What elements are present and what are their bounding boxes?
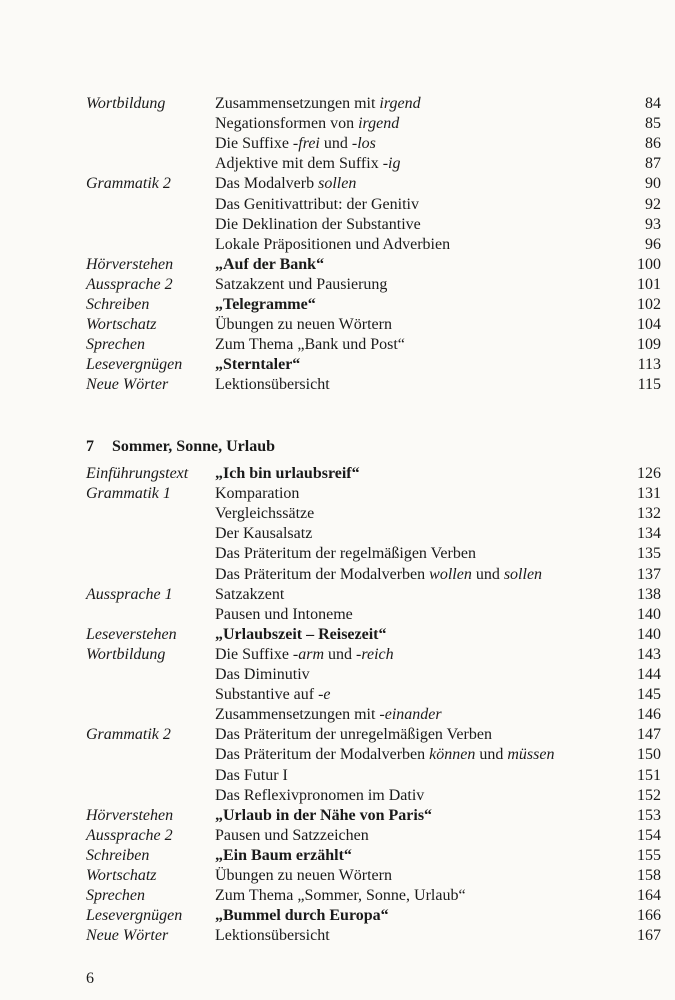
toc-entry-category: Leseverstehen bbox=[86, 625, 177, 643]
toc-entry bbox=[0, 705, 675, 725]
toc-entry-category: Neue Wörter bbox=[86, 376, 169, 394]
toc-entry-category: Grammatik 2 bbox=[86, 726, 171, 744]
toc-entry-page: 90 bbox=[645, 175, 661, 193]
toc-entry-page: 167 bbox=[637, 927, 661, 945]
toc-entry-title: Zusammensetzungen mit -einander bbox=[215, 706, 442, 724]
toc-entry-category: Lesevergnügen bbox=[86, 356, 183, 374]
toc-entry-title: „Bummel durch Europa“ bbox=[215, 907, 389, 925]
toc-entry-title: Pausen und Satzzeichen bbox=[215, 826, 369, 844]
toc-entry-page: 86 bbox=[645, 135, 661, 153]
toc-entry-title: Komparation bbox=[215, 485, 300, 503]
toc-entry-title: Lokale Präpositionen und Adverbien bbox=[215, 235, 451, 253]
toc-entry-title: „Urlaub in der Nähe von Paris“ bbox=[215, 806, 433, 824]
toc-entry-title: Die Suffixe -arm und -reich bbox=[215, 645, 394, 663]
toc-entry-category: Grammatik 1 bbox=[86, 485, 171, 503]
toc-entry-title: Die Deklination der Substantive bbox=[215, 215, 421, 233]
toc-entry bbox=[0, 886, 675, 906]
toc-entry-title: „Ein Baum erzählt“ bbox=[215, 846, 352, 864]
toc-entry bbox=[0, 585, 675, 605]
toc-entry bbox=[0, 275, 675, 295]
toc-entry-title: „Telegramme“ bbox=[215, 296, 316, 313]
toc-entry-page: 155 bbox=[637, 846, 661, 864]
toc-entry bbox=[0, 134, 675, 154]
toc-entry-page: 92 bbox=[645, 195, 661, 213]
toc-entry bbox=[0, 866, 675, 886]
toc-entry bbox=[0, 255, 675, 275]
toc-entry-title: Pausen und Intoneme bbox=[215, 605, 353, 623]
toc-entry-page: 126 bbox=[637, 465, 661, 482]
toc-entry bbox=[0, 335, 675, 355]
toc-entry-page: 100 bbox=[637, 255, 661, 273]
toc-entry-category: Wortbildung bbox=[86, 645, 166, 663]
toc-entry-title: Zum Thema „Sommer, Sonne, Urlaub“ bbox=[215, 887, 466, 905]
toc-entry-title: Satzakzent und Pausierung bbox=[215, 275, 388, 293]
toc-entry-page: 151 bbox=[637, 766, 661, 784]
toc-entry-category: Einführungstext bbox=[86, 465, 189, 482]
toc-entry bbox=[0, 195, 675, 215]
toc-entry-page: 104 bbox=[637, 316, 661, 334]
toc-entry-page: 166 bbox=[637, 907, 661, 925]
toc-entry-category: Aussprache 2 bbox=[86, 275, 173, 293]
toc-entry-title: „Ich bin urlaubsreif“ bbox=[215, 465, 360, 482]
toc-entry-title: Das Reflexivpronomen im Dativ bbox=[215, 786, 425, 804]
chapter-heading bbox=[86, 438, 275, 456]
toc-entry-title: Das Modalverb sollen bbox=[215, 175, 357, 193]
toc-entry-title: „Sterntaler“ bbox=[215, 356, 301, 374]
toc-entry-page: 96 bbox=[645, 235, 661, 253]
toc-entry-page: 135 bbox=[637, 545, 661, 563]
toc-entry-category: Sprechen bbox=[86, 336, 145, 354]
toc-entry-page: 137 bbox=[637, 565, 661, 583]
toc-entry-page: 153 bbox=[637, 806, 661, 824]
toc-entry bbox=[0, 295, 675, 315]
toc-entry bbox=[0, 375, 675, 395]
toc-entry bbox=[0, 806, 675, 826]
toc-entry-page: 147 bbox=[637, 726, 661, 744]
toc-entry-title: Das Präteritum der Modalverben wollen und sollen bbox=[215, 565, 543, 583]
toc-entry-page: 109 bbox=[637, 336, 661, 354]
toc-entry bbox=[0, 315, 675, 335]
toc-entry bbox=[0, 544, 675, 564]
toc-entry-page: 134 bbox=[637, 525, 661, 543]
toc-entry-category: Neue Wörter bbox=[86, 927, 169, 945]
toc-entry-page: 146 bbox=[637, 706, 661, 724]
toc-entry-title: Das Präteritum der regelmäßigen Verben bbox=[215, 545, 476, 563]
toc-entry-title: Das Diminutiv bbox=[215, 666, 310, 683]
toc-entry-page: 115 bbox=[637, 376, 661, 394]
toc-entry-category: Sprechen bbox=[86, 887, 145, 905]
toc-entry bbox=[0, 786, 675, 806]
toc-entry-page: 158 bbox=[637, 867, 661, 884]
toc-entry-page: 164 bbox=[637, 887, 661, 905]
toc-entry-page: 144 bbox=[637, 666, 661, 683]
toc-entry-title: Satzakzent bbox=[215, 585, 285, 603]
toc-entry-category: Lesevergnügen bbox=[86, 907, 183, 925]
toc-entry-title: Lektionsübersicht bbox=[215, 927, 330, 945]
toc-entry-title: Negationsformen von irgend bbox=[215, 115, 400, 133]
toc-entry bbox=[0, 484, 675, 504]
toc-entry bbox=[0, 725, 675, 745]
toc-entry-title: Die Suffixe -frei und -los bbox=[215, 135, 376, 153]
toc-entry bbox=[0, 605, 675, 625]
toc-entry-page: 131 bbox=[637, 485, 661, 503]
toc-entry bbox=[0, 355, 675, 375]
toc-entry bbox=[0, 846, 675, 866]
toc-entry-title: Zusammensetzungen mit irgend bbox=[215, 95, 421, 112]
toc-entry-title: Das Präteritum der unregelmäßigen Verben bbox=[215, 726, 492, 744]
toc-entry-page: 140 bbox=[637, 605, 661, 623]
toc-entry bbox=[0, 464, 675, 484]
toc-entry-title: „Urlaubszeit – Reisezeit“ bbox=[215, 625, 387, 643]
toc-entry bbox=[0, 524, 675, 544]
toc-entry-page: 101 bbox=[637, 275, 661, 293]
toc-entry bbox=[0, 154, 675, 174]
toc-entry-title: Vergleichssätze bbox=[215, 505, 315, 523]
toc-entry bbox=[0, 174, 675, 194]
chapter-number: 7 bbox=[86, 438, 94, 455]
toc-entry bbox=[0, 625, 675, 645]
toc-entry-title: „Auf der Bank“ bbox=[215, 255, 325, 273]
toc-entry-title: Lektionsübersicht bbox=[215, 376, 330, 394]
toc-entry bbox=[0, 766, 675, 786]
toc-entry bbox=[0, 235, 675, 255]
page-number: 6 bbox=[86, 970, 94, 987]
toc-entry-title: Der Kausalsatz bbox=[215, 525, 313, 543]
toc-entry bbox=[0, 565, 675, 585]
toc-entry bbox=[0, 926, 675, 946]
toc-entry-page: 132 bbox=[637, 505, 661, 523]
toc-entry-category: Hörverstehen bbox=[86, 806, 174, 824]
toc-entry-page: 138 bbox=[637, 585, 661, 603]
toc-entry-title: Übungen zu neuen Wörtern bbox=[215, 316, 392, 334]
toc-entry-category: Wortbildung bbox=[86, 95, 166, 112]
toc-entry bbox=[0, 215, 675, 235]
toc-entry-category: Hörverstehen bbox=[86, 255, 174, 273]
toc-entry-page: 143 bbox=[637, 645, 661, 663]
toc-entry-title: Das Genitivattribut: der Genitiv bbox=[215, 195, 419, 213]
toc-entry-category: Aussprache 2 bbox=[86, 826, 173, 844]
toc-entry bbox=[0, 504, 675, 524]
toc-entry bbox=[0, 94, 675, 114]
toc-entry-page: 113 bbox=[637, 356, 661, 374]
toc-entry bbox=[0, 826, 675, 846]
chapter-title: Sommer, Sonne, Urlaub bbox=[112, 438, 275, 455]
toc-entry-title: Das Futur I bbox=[215, 766, 288, 784]
toc-entry-page: 84 bbox=[645, 95, 661, 112]
toc-entry-page: 150 bbox=[637, 746, 661, 764]
toc-entry-page: 87 bbox=[645, 155, 661, 173]
toc-entry bbox=[0, 665, 675, 685]
toc-entry-category: Schreiben bbox=[86, 296, 150, 313]
toc-entry bbox=[0, 685, 675, 705]
toc-entry-page: 145 bbox=[637, 686, 661, 704]
toc-entry bbox=[0, 114, 675, 134]
toc-entry-page: 140 bbox=[637, 625, 661, 643]
toc-entry bbox=[0, 645, 675, 665]
toc-entry-title: Übungen zu neuen Wörtern bbox=[215, 867, 392, 884]
toc-entry-title: Zum Thema „Bank und Post“ bbox=[215, 336, 405, 354]
toc-entry-category: Schreiben bbox=[86, 846, 150, 864]
toc-entry-page: 85 bbox=[645, 115, 661, 133]
toc-entry-category: Grammatik 2 bbox=[86, 175, 171, 193]
toc-entry-category: Aussprache 1 bbox=[86, 585, 173, 603]
toc-entry-title: Adjektive mit dem Suffix -ig bbox=[215, 155, 401, 173]
toc-entry bbox=[0, 745, 675, 765]
toc-entry-category: Wortschatz bbox=[86, 867, 157, 884]
toc-entry-category: Wortschatz bbox=[86, 316, 157, 334]
toc-entry-page: 102 bbox=[637, 296, 661, 313]
toc-entry-page: 152 bbox=[637, 786, 661, 804]
toc-entry bbox=[0, 906, 675, 926]
toc-entry-title: Das Präteritum der Modalverben können und müssen bbox=[215, 746, 555, 764]
toc-entry-title: Substantive auf -e bbox=[215, 686, 331, 704]
toc-entry-page: 93 bbox=[645, 215, 661, 233]
toc-entry-page: 154 bbox=[637, 826, 661, 844]
